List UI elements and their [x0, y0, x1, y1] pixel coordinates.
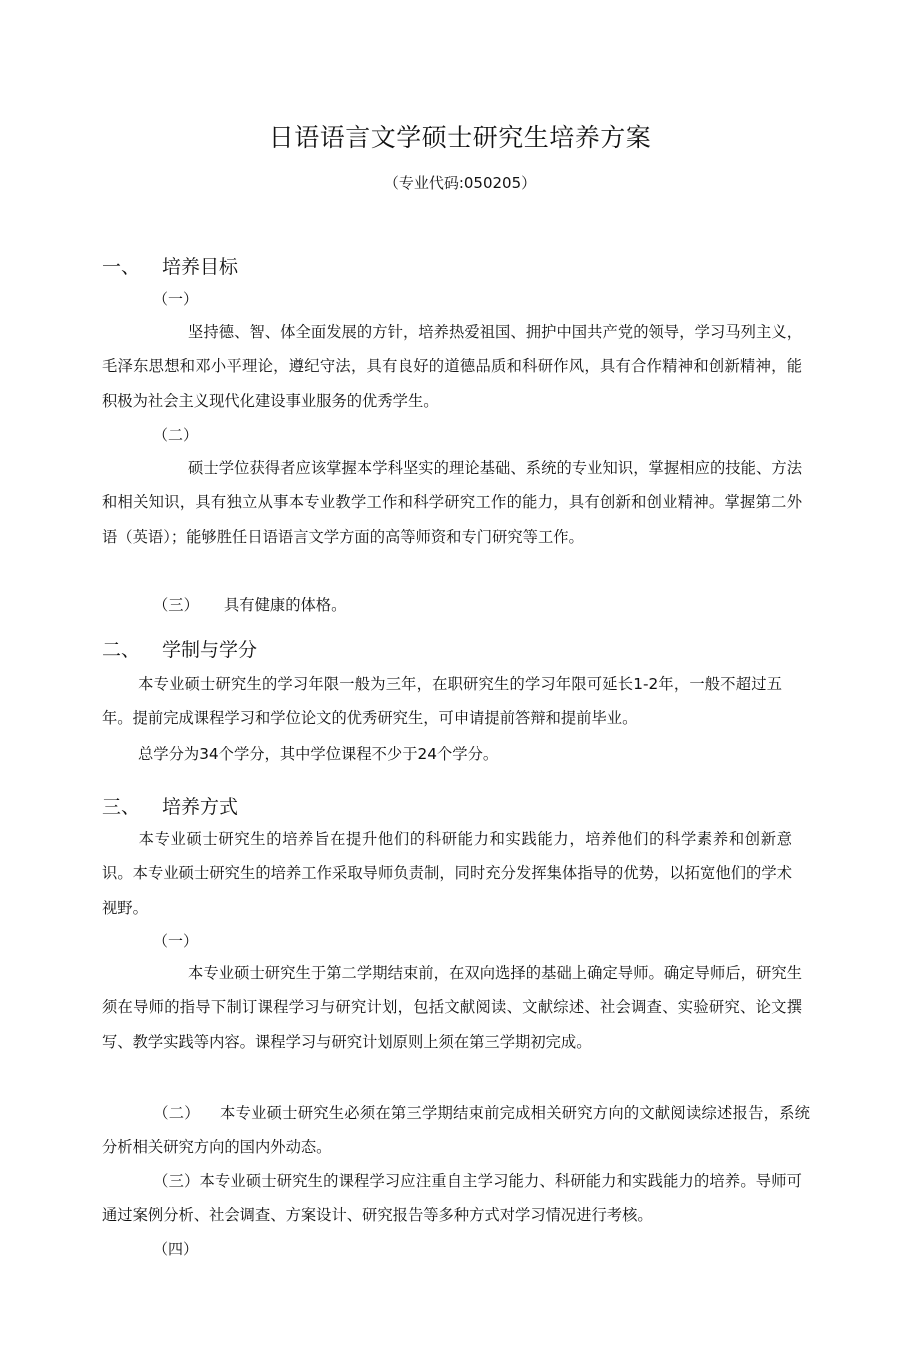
item-label: （三）	[153, 1172, 200, 1190]
section-heading-3	[102, 792, 238, 819]
body-paragraph: 总学分为34个学分，其中学位课程不少于24个学分。	[138, 745, 499, 763]
item-label: （二）	[153, 1104, 200, 1122]
item-paragraph: 硕士学位获得者应该掌握本学科坚实的理论基础、系统的专业知识，掌握相应的技能、方法和相关知识，具有独立从事本专业教学工作和科学研究工作的能力，具有创新和创业精神。掌握第二外语（英语）；能够胜任日语语言文学方面的高等师资和专门研究等工作。	[102, 459, 802, 546]
item-paragraph: （二） 本专业硕士研究生必须在第三学期结束前完成相关研究方向的文献阅读综述报告，系统分析相关研究方向的国内外动态。	[102, 1104, 810, 1157]
item-paragraph: （三）本专业硕士研究生的课程学习应注重自主学习能力、科研能力和实践能力的培养。导师可通过案例分析、社会调查、方案设计、研究报告等多种方式对学习情况进行考核。	[102, 1172, 802, 1225]
document-subtitle: （专业代码:050205）	[383, 174, 537, 192]
section-number: 一、	[102, 256, 141, 278]
item-label: （二）	[153, 426, 199, 444]
item-text: 具有健康的体格。	[224, 596, 347, 614]
section-title: 培养目标	[162, 256, 239, 278]
item-label: （三）	[153, 596, 199, 614]
body-paragraph: 本专业硕士研究生的培养旨在提升他们的科研能力和实践能力，培养他们的科学素养和创新意识。本专业硕士研究生的培养工作采取导师负责制，同时充分发挥集体指导的优势，以拓宽他们的学术视野。	[102, 830, 792, 917]
item-label: （四）	[153, 1240, 199, 1258]
item-paragraph: 本专业硕士研究生于第二学期结束前，在双向选择的基础上确定导师。确定导师后，研究生须在导师的指导下制订课程学习与研究计划，包括文献阅读、文献综述、社会调查、实验研究、论文撰写、教学实践等内容。课程学习与研究计划原则上须在第三学期初完成。	[102, 964, 802, 1051]
body-paragraph: 本专业硕士研究生的学习年限一般为三年，在职研究生的学习年限可延长1-2年，一般不超过五年。提前完成课程学习和学位论文的优秀研究生，可申请提前答辩和提前毕业。	[102, 675, 782, 728]
section-number: 二、	[102, 639, 141, 661]
item-label: （一）	[153, 932, 199, 950]
section-title: 学制与学分	[162, 639, 258, 661]
document-title: 日语语言文学硕士研究生培养方案	[268, 123, 652, 152]
item-label: （一）	[153, 290, 199, 308]
item-paragraph: 坚持德、智、体全面发展的方针，培养热爱祖国、拥护中国共产党的领导，学习马列主义，毛泽东思想和邓小平理论，遵纪守法，具有良好的道德品质和科研作风，具有合作精神和创新精神，能积极为社会主义现代化建设事业服务的优秀学生。	[102, 323, 802, 410]
section-number: 三、	[102, 796, 141, 818]
section-heading-1	[102, 252, 238, 279]
section-heading-2	[102, 635, 257, 662]
section-title: 培养方式	[162, 796, 239, 818]
